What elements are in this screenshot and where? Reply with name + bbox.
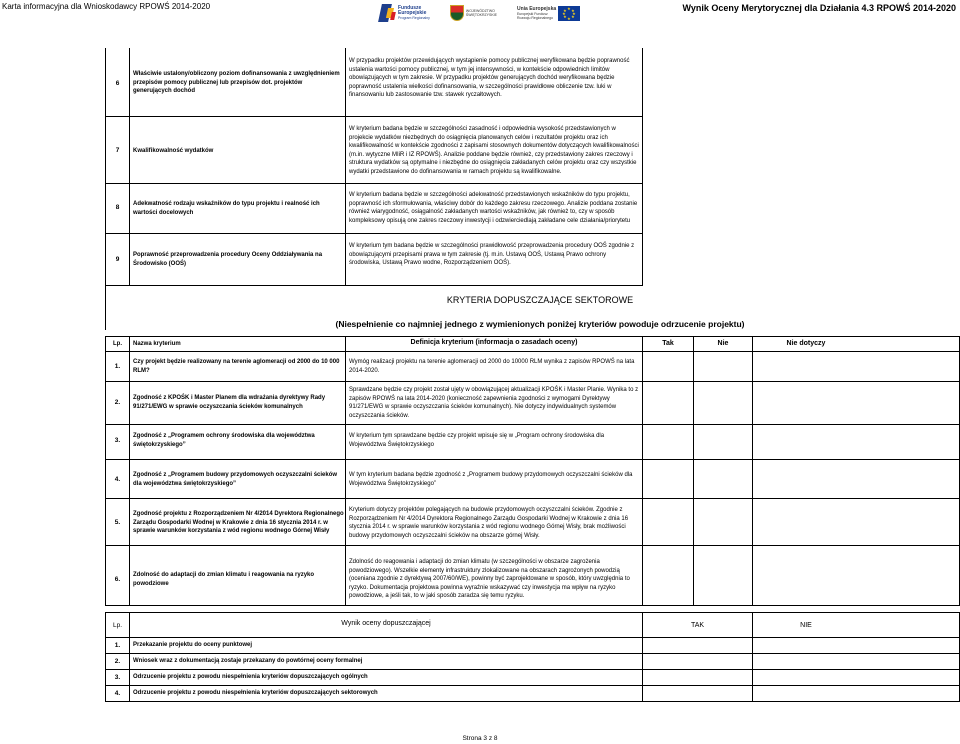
criterion-description: W przypadku projektów przewidujących wystąpienie pomocy publicznej weryfikowana będzie poprawność ustalenia wartości pomocy publicznej, w tym jej intensywności, w kontekście odpowiednich limitów obowiązujących w tym zakresie. W przypadku projektów generujących dochód weryfikowana będzie poprawność ustalenia wielkości dofinansowania, w szczególności prawidłowe obliczenie tzw. luki w finansowaniu lub zastosowanie tzw. stawek ryczałtowych. [349, 58, 630, 99]
criterion-definition: W tym kryterium badana będzie zgodność z „Programem budowy przydomowych oczyszczalni ścieków dla Województwa Świętokrzyskiego” [349, 472, 633, 487]
criterion-name: Zgodność z „Programem budowy przydomowych oczyszczalni ścieków dla województwa świętokrzyskiego” [133, 472, 338, 487]
criterion-name: Właściwie ustalony/obliczony poziom dofinansowania z uwzględnieniem przepisów pomocy publicznej lub przepisów dot. projektów generujących dochód [133, 71, 340, 94]
page-header [0, 0, 960, 30]
criterion-definition: Wymóg realizacji projektu na terenie aglomeracji od 2000 do 10000 RLM wynika z zapisów RPOWŚ na lata 2014-2020. [349, 359, 635, 374]
logo-fe-line3: Program Regionalny [398, 15, 430, 20]
criterion-number: 7 [115, 147, 120, 154]
criterion-number: 6 [115, 80, 120, 87]
header-nie: NIE [800, 622, 812, 629]
result-option: Odrzucenie projektu z powodu niespełnienia kryteriów dopuszczających sektorowych [133, 690, 378, 696]
logo-strip [380, 2, 580, 24]
region-crest-icon [450, 5, 464, 21]
result-number: 2. [114, 658, 121, 665]
header-lp: Lp. [112, 622, 123, 629]
criterion-name: Zgodność z „Programem ochrony środowiska dla województwa świętokrzyskiego” [133, 433, 315, 448]
criterion-name: Zgodność projektu z Rozporządzeniem Nr 4/2014 Dyrektora Regionalnego Zarządu Gospodarki Wodnej w Krakowie z dnia 16 stycznia 2014 r. w sprawie warunków korzystania z wód regionu wodnego Górnej Wisły [133, 511, 344, 534]
fundusze-europejskie-icon [380, 4, 396, 22]
criterion-name: Poprawność przeprowadzenia procedury Oceny Oddziaływania na Środowisko (OOŚ) [133, 252, 323, 267]
region-logo [450, 5, 497, 21]
header-definition: Definicja kryterium (informacja o zasadach oceny) [410, 339, 578, 346]
document-title: Karta informacyjna dla Wnioskodawcy RPOWŚ 2014-2020 [2, 2, 211, 11]
header-tak: Tak [662, 340, 674, 347]
criterion-number: 5. [114, 519, 121, 526]
criterion-name: Czy projekt będzie realizowany na terenie aglomeracji od 2000 do 10 000 RLM? [133, 359, 340, 374]
logo-ue-line3: Rozwoju Regionalnego [516, 16, 553, 20]
header-nie-dotyczy: Nie dotyczy [786, 340, 826, 347]
result-title: Wynik Oceny Merytorycznej dla Działania 4.3 RPOWŚ 2014-2020 [682, 3, 956, 13]
result-option: Wniosek wraz z dokumentacją zostaje przekazany do powtórnej oceny formalnej [133, 658, 363, 664]
criterion-number: 3. [114, 437, 121, 444]
criterion-definition: Zdolność do reagowania i adaptacji do zmian klimatu (w szczególności w obszarze zagrożenia powodziowego). Wszelkie elementy infrastruktury zlokalizowane na obszarach zagrożonych powodzią (oceniana zgodnie z dyrektywą 2007/60/WE), powinny być zaprojektowane w sposób, który uwzględnia to ryzyko. Dokumentacja projektowa powinna wyraźnie wskazywać czy inwestycja ma wpływ na ryzyko powodziowe, a jeśli tak, to w jaki sposób zaradza się temu ryzyku. [349, 559, 630, 600]
result-number: 1. [114, 642, 121, 649]
header-result: Wynik oceny dopuszczającej [341, 620, 431, 627]
header-lp: Lp. [113, 341, 122, 347]
criterion-description: W kryterium badana będzie w szczególności zasadność i odpowiednia wysokość przedstawionych w projekcie wydatków niezbędnych do osiągnięcia planowanych celów i rezultatów projektu oraz ich kwalifikowalność w kontekście zgodności z zapisami stosownych dokumentów dotyczących kwalifikowalności (m.in. wytyczne MIiR i IZ RPOWŚ). Analizie poddane będzie również, czy przedstawiony zakres rzeczowy i struktura wydatków są optymalne i niezbędne do osiągnięcia zakładanych celów projektu oraz czy wszystkie wydatki przedstawione do dofinansowania w ramach projektu są kwalifikowalne. [349, 126, 639, 175]
logo-fe-line1: Fundusze [398, 4, 422, 11]
criterion-definition: W kryterium tym sprawdzane będzie czy projekt wpisuje się w „Program ochrony środowiska dla Województwa Świętokrzyskiego [349, 433, 605, 448]
result-number: 3. [114, 674, 121, 681]
criterion-number: 4. [114, 476, 121, 483]
logo-ue-line1: Unia Europejska [516, 6, 557, 12]
result-option: Odrzucenie projektu z powodu niespełnienia kryteriów dopuszczających ogólnych [133, 674, 368, 680]
logo-fe-line2: Europejskie [398, 9, 427, 16]
fundusze-europejskie-logo [380, 4, 430, 22]
eu-flag-icon: ★ ★ ★ ★ ★ ★ ★ ★ [558, 6, 580, 21]
criterion-definition: Sprawdzane będzie czy projekt został ujęty w obowiązującej aktualizacji KPOŚK i Master Planie. Wynika to z zapisów RPOWŚ na lata 2014-2020 (konieczność zapewnienia zgodności z wymogami Dyrektywy 91/271/EWG w sprawie oczyszczania ścieków komunalnych). Nie dotyczy indywidualnych systemów oczyszczania ścieków. [349, 387, 639, 419]
logo-ue-line2: Europejski Fundusz [516, 12, 548, 16]
result-number: 4. [114, 690, 121, 697]
criterion-name: Zdolność do adaptacji do zmian klimatu i reagowania na ryzyko powodziowe [133, 572, 315, 587]
criterion-name: Kwalifikowalność wydatków [133, 148, 214, 154]
logo-region-line2: ŚWIĘTOKRZYSKIE [465, 13, 497, 17]
criterion-name: Zgodność z KPOŚK i Master Planem dla wdrażania dyrektywy Rady 91/271/EWG w sprawie oczyszczania ścieków komunalnych [133, 395, 326, 410]
criterion-description: W kryterium badana będzie w szczególności adekwatność przedstawionych wskaźników do typu projektu, poprawność ich sformułowania, właściwy dobór do każdego zakresu rzeczowego. Analizie poddana zostanie również wiarygodność, osiągalność zakładanych wartości wskaźników, jak również to, czy w sposób kompleksowy opisują one zakres rzeczowy inwestycji i odzwierciedlają zakładane cele działania/priorytetu [349, 192, 638, 224]
criterion-description: W kryterium tym badana będzie w szczególności prawidłowość przeprowadzenia procedury OOŚ zgodnie z obowiązującymi przepisami prawa w tym zakresie (tj. m.in. Ustawą OOŚ, Ustawą Prawo ochrony środowiska, Ustawą Prawo wodne, Rozporządzeniem OOŚ). [349, 243, 635, 267]
header-nie: Nie [717, 340, 729, 347]
eu-logo [517, 6, 580, 21]
section-subtitle: (Niespełnienie co najmniej jednego z wymienionych poniżej kryteriów powoduje odrzucenie projektu) [335, 319, 745, 329]
criterion-number: 9 [115, 256, 120, 263]
criterion-number: 1. [114, 363, 121, 370]
criterion-number: 6. [114, 576, 121, 583]
header-name: Nazwa kryterium [133, 341, 181, 347]
criterion-number: 8 [115, 204, 120, 211]
criterion-definition: Kryterium dotyczy projektów polegających na budowie przydomowych oczyszczalni ścieków. Zgodnie z Rozporządzeniem Nr 4/2014 Dyrektora Regionalnego Zarządu Gospodarki Wodnej w Krakowie z dnia 16 stycznia 2014 r. w sprawie warunków korzystania z wód regionu wodnego Górnej Wisły, brak możliwości budowy przydomowych oczyszczalni ścieków na obszarze górnej Wisły. [349, 507, 629, 539]
header-tak: TAK [690, 622, 705, 629]
page-number: Strona 3 z 8 [462, 735, 498, 742]
criterion-number: 2. [114, 399, 121, 406]
logo-region-line1: WOJEWÓDZTWO [465, 9, 495, 13]
criterion-name: Adekwatność rodzaju wskaźników do typu projektu i realność ich wartości docelowych [133, 201, 320, 216]
section-title: KRYTERIA DOPUSZCZAJĄCE SEKTOROWE [446, 295, 634, 305]
result-option: Przekazanie projektu do oceny punktowej [133, 642, 253, 648]
